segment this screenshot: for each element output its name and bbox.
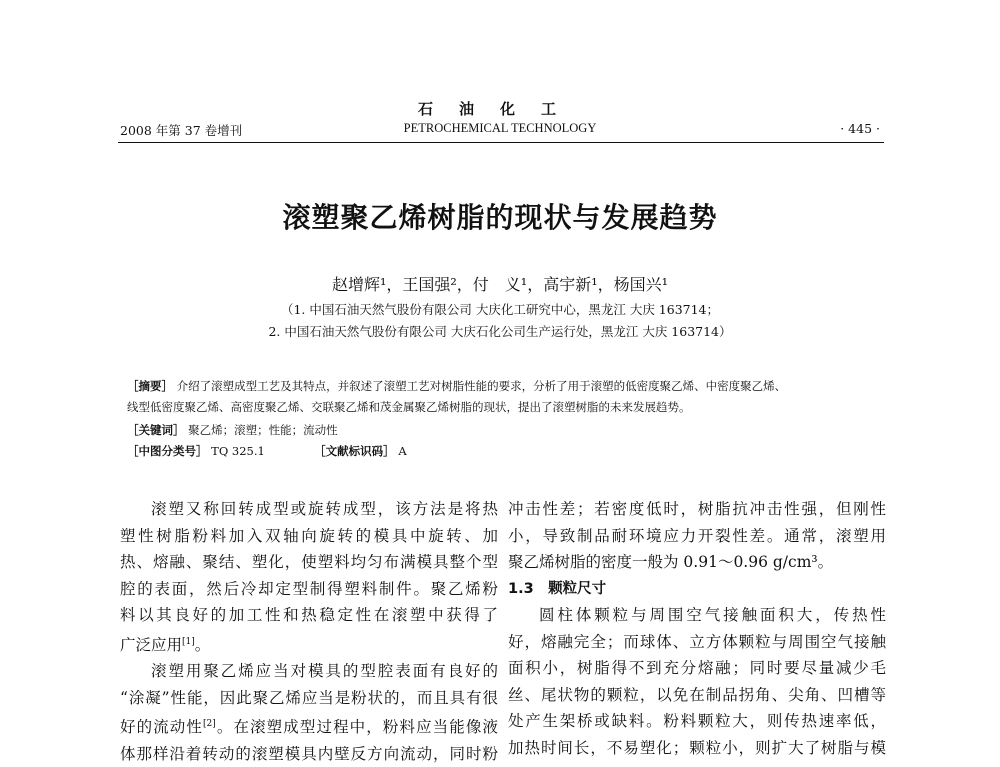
class-label: ［中图分类号］ xyxy=(127,444,208,458)
body-line: 塑性树脂粉料加入双轴向旋转的模具中旋转、加 xyxy=(120,526,498,545)
body-line: 冲击性差；若密度低时，树脂抗冲击性强，但刚性 xyxy=(508,500,886,518)
body-line: “涂凝”性能，因此聚乙烯应当是粉状的，而且具有很 xyxy=(120,688,498,707)
body-line: 体那样沿着转动的滚塑模具内壁反方向流动，同时粉 xyxy=(120,744,498,763)
body-text: 好的流动性 xyxy=(120,718,204,737)
keywords-label: ［关键词］ xyxy=(127,423,185,437)
body-line: 聚乙烯树脂的密度一般为 0.91～0.96 g/cm³。 xyxy=(508,553,834,571)
abstract xyxy=(127,377,887,395)
body-text: 。 xyxy=(194,635,211,654)
body-text: 广泛应用 xyxy=(120,635,183,654)
header-rule xyxy=(118,142,884,143)
body-line: 滚塑又称回转成型或旋转成型，该方法是将热 xyxy=(151,500,498,518)
section-heading: 1.3 颗粒尺寸 xyxy=(508,580,607,597)
article-title: 滚塑聚乙烯树脂的现状与发展趋势 xyxy=(282,201,718,234)
body-line xyxy=(120,629,498,659)
class-code: TQ 325.1 xyxy=(211,444,265,458)
body-column-left xyxy=(120,496,498,767)
body-line: 好，熔融完全；而球体、立方体颗粒与周围空气接触 xyxy=(508,632,886,651)
doc-code: A xyxy=(398,444,407,458)
keywords-text: 聚乙烯；滚塑；性能；流动性 xyxy=(188,423,338,437)
citation: [2] xyxy=(203,719,216,730)
body-line: 处产生架桥或缺料。粉料颗粒大，则传热速率低， xyxy=(508,712,886,730)
page-number: · 445 · xyxy=(840,121,880,136)
body-line: 料以其良好的加工性和热稳定性在滚塑中获得了 xyxy=(120,606,498,624)
affiliation-1: （1. 中国石油天然气股份有限公司 大庆化工研究中心，黑龙江 大庆 163714； xyxy=(280,302,720,317)
body-line xyxy=(120,711,498,741)
body-line: 热、熔融、聚结、塑化，使塑料均匀布满模具整个型 xyxy=(120,553,498,571)
body-line: 滚塑用聚乙烯应当对模具的型腔表面有良好的 xyxy=(151,662,498,681)
body-line: 小，导致制品耐环境应力开裂性差。通常，滚塑用 xyxy=(508,526,886,545)
citation: [1] xyxy=(182,636,195,647)
journal-name-cn: 石油化工 xyxy=(417,100,582,118)
body-column-right xyxy=(508,496,886,761)
abstract-text-1: 介绍了滚塑成型工艺及其特点，并叙述了滚塑工艺对树脂性能的要求，分析了用于滚塑的低密度聚乙烯、中密度聚乙烯、 xyxy=(176,379,787,393)
body-line: 面积小，树脂得不到充分熔融；同时要尽量减少毛 xyxy=(508,659,886,677)
abstract-text-2: 线型低密度聚乙烯、高密度聚乙烯、交联聚乙烯和茂金属聚乙烯树脂的现状，提出了滚塑树脂的未来发展趋势。 xyxy=(127,400,691,414)
abstract-continued xyxy=(127,398,887,416)
body-line: 腔的表面，然后冷却定型制得塑料制件。聚乙烯粉 xyxy=(120,579,498,598)
body-text: 。在滚塑成型过程中，粉料应当能像液 xyxy=(215,718,498,737)
journal-name-en: PETROCHEMICAL TECHNOLOGY xyxy=(403,121,597,135)
author-list: 赵增辉¹，王国强²，付 义¹，高宇新¹，杨国兴¹ xyxy=(331,275,669,294)
body-line: 加热时间长，不易塑化；颗粒小，则扩大了树脂与模 xyxy=(508,738,886,757)
issue-info: 2008 年第 37 卷增刊 xyxy=(120,123,243,138)
keywords xyxy=(127,421,887,439)
doc-code-label: ［文献标识码］ xyxy=(314,444,395,458)
affiliation-2: 2. 中国石油天然气股份有限公司 大庆石化公司生产运行处，黑龙江 大庆 163714） xyxy=(268,324,732,339)
classification xyxy=(127,442,887,460)
abstract-label: ［摘要］ xyxy=(127,379,173,393)
body-line: 丝、尾状物的颗粒，以免在制品拐角、尖角、凹槽等 xyxy=(508,685,886,704)
body-line: 圆柱体颗粒与周围空气接触面积大，传热性 xyxy=(539,606,886,624)
